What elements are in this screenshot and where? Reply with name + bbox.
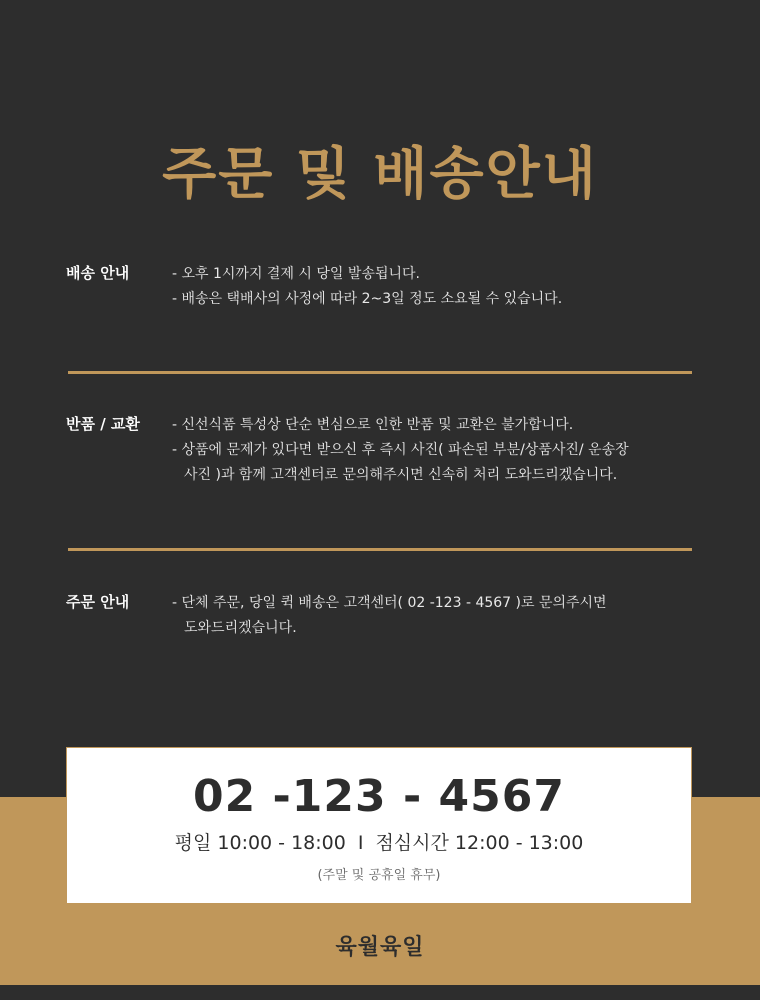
shipping-details <box>172 262 692 312</box>
order-label: 주문 안내 <box>66 593 130 611</box>
weekday-hours: 평일 10:00 - 18:00 <box>174 832 346 854</box>
lunch-hours: 점심시간 12:00 - 13:00 <box>375 832 584 854</box>
returns-line: - 상품에 문제가 있다면 받으신 후 즉시 사진( 파손된 부분/상품사진/ 운송장 <box>172 442 629 458</box>
order-line: - 단체 주문, 당일 퀵 배송은 고객센터( 02 -123 - 4567 )로 문의주시면 <box>172 595 607 611</box>
business-hours <box>67 830 691 856</box>
returns-line: - 신선식품 특성상 단순 변심으로 인한 반품 및 교환은 불가합니다. <box>172 417 574 433</box>
holiday-note: (주말 및 공휴일 휴무) <box>317 868 441 883</box>
returns-label: 반품 / 교환 <box>66 415 140 433</box>
hours-separator: I <box>357 832 364 854</box>
shipping-line: - 오후 1시까지 결제 시 당일 발송됩니다. <box>172 266 420 282</box>
returns-details <box>172 413 692 488</box>
order-details <box>172 591 692 641</box>
shipping-label: 배송 안내 <box>66 264 130 282</box>
bottom-strip <box>0 985 760 1000</box>
page-title: 주문 및 배송안내 <box>162 142 598 207</box>
section-divider <box>68 548 692 551</box>
order-line: 도와드리겠습니다. <box>184 620 297 636</box>
shipping-line: - 배송은 택배사의 사정에 따라 2~3일 정도 소요될 수 있습니다. <box>172 291 563 307</box>
brand-name: 육월육일 <box>335 935 425 960</box>
contact-box <box>66 747 692 904</box>
section-divider <box>68 371 692 374</box>
returns-line: 사진 )과 함께 고객센터로 문의해주시면 신속히 처리 도와드리겠습니다. <box>184 467 618 483</box>
phone-number: 02 -123 - 4567 <box>192 771 565 822</box>
